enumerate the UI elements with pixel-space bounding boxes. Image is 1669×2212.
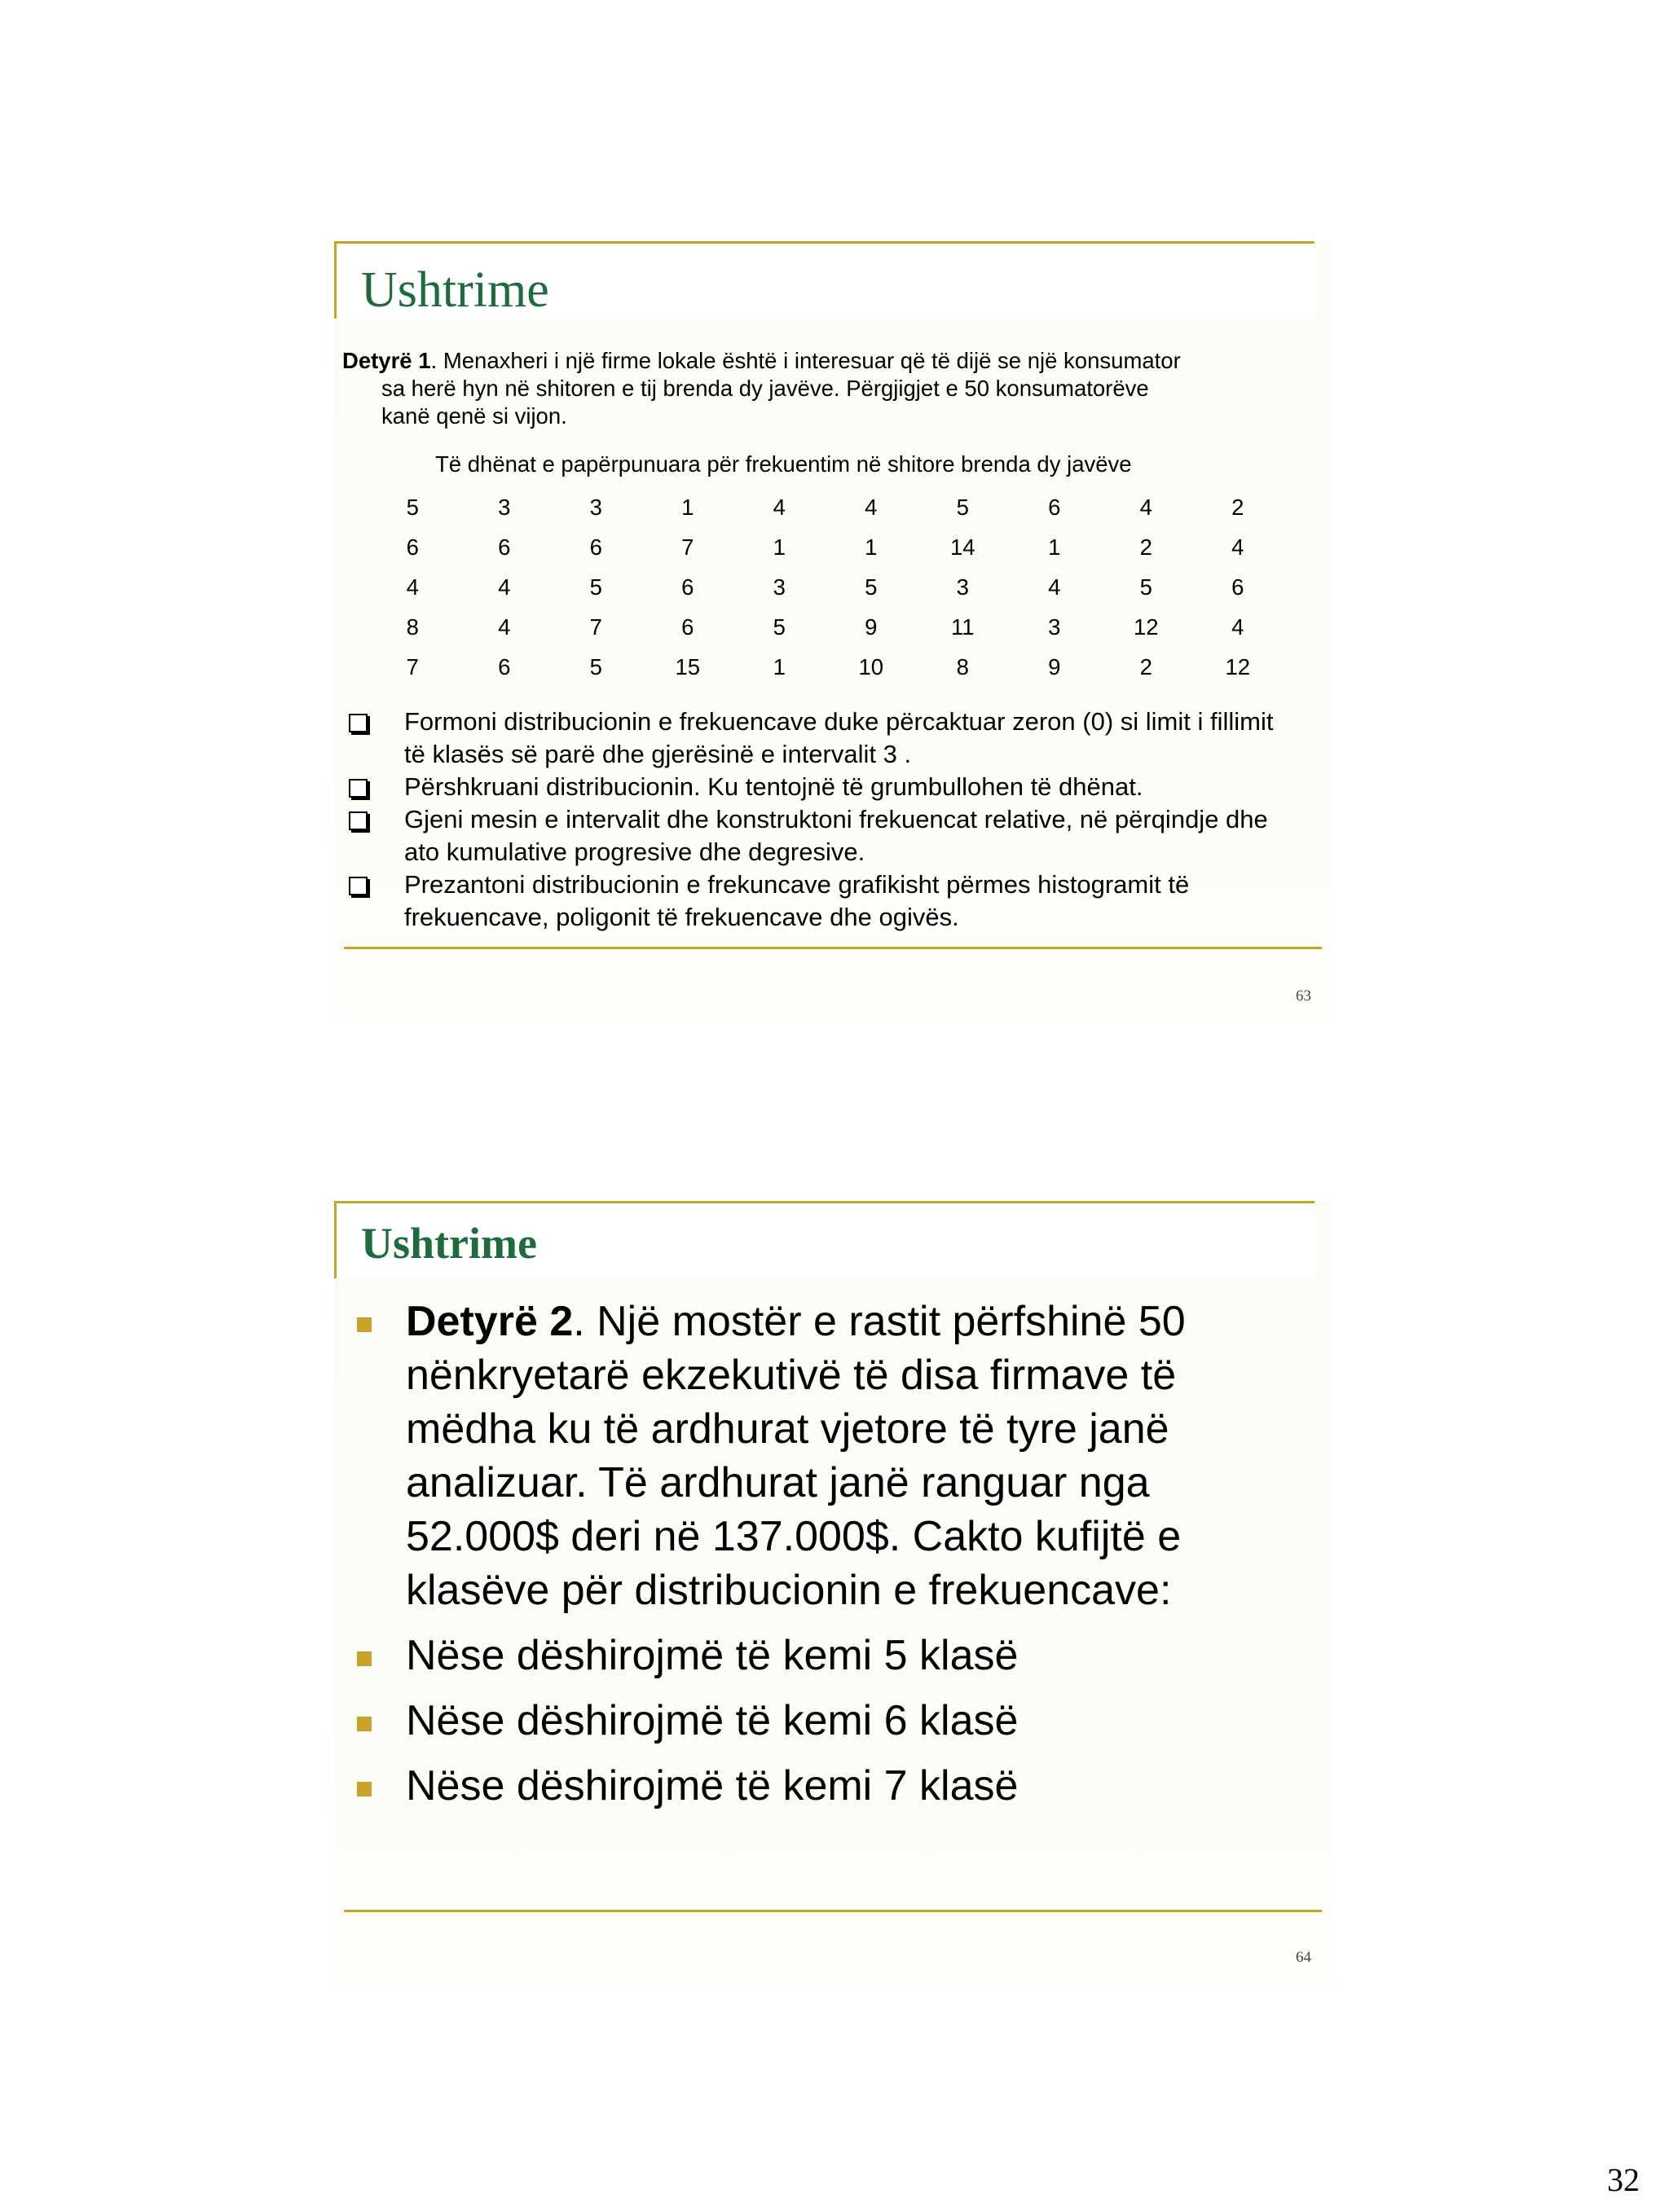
table-cell: 6 <box>681 574 694 600</box>
checkbox-bullet-icon <box>349 811 368 830</box>
table-cell: 6 <box>498 534 511 560</box>
slide-64 <box>334 1201 1332 1983</box>
square-bullet-icon <box>357 1782 372 1796</box>
table-cell: 7 <box>406 653 419 679</box>
slide-63 <box>334 241 1332 1023</box>
task-text-line: kanë qenë si vijon. <box>381 403 567 429</box>
bullet-list <box>357 1295 1319 1824</box>
table-cell: 4 <box>498 613 511 640</box>
table-cell: 5 <box>1139 574 1152 600</box>
table-cell: 3 <box>498 494 511 520</box>
table-cell: 3 <box>956 574 969 600</box>
list-item <box>349 869 1310 934</box>
task-label: Detyrë 2 <box>406 1298 574 1345</box>
table-cell: 4 <box>865 494 878 520</box>
exercise-checklist <box>349 706 1310 934</box>
table-cell: 6 <box>1231 574 1244 600</box>
slide-number: 64 <box>1296 1949 1311 1966</box>
table-cell: 11 <box>950 613 975 640</box>
table-row <box>367 647 1296 687</box>
slide-title: Ushtrime <box>361 262 549 318</box>
table-cell: 15 <box>675 653 701 679</box>
table-cell: 2 <box>1139 534 1152 560</box>
slide-title: Ushtrime <box>361 1219 537 1268</box>
checkbox-bullet-icon <box>349 877 368 895</box>
task-label: Detyrë 1 <box>342 348 431 373</box>
table-cell: 5 <box>589 653 602 679</box>
table-row <box>367 607 1296 647</box>
list-item-line: Përshkruani distribucionin. Ku tentojnë të grumbullohen të dhënat. <box>404 772 1143 801</box>
footer-divider <box>344 1910 1322 1912</box>
table-cell: 12 <box>1133 613 1159 640</box>
slide-number: 63 <box>1296 987 1311 1005</box>
task-text-line: nënkryetarë ekzekutivë të disa firmave të <box>406 1352 1177 1399</box>
task-text-line: 52.000$ deri në 137.000$. Cakto kufijtë e <box>406 1513 1182 1560</box>
table-cell: 4 <box>1231 613 1244 640</box>
table-cell: 1 <box>1048 534 1061 560</box>
list-item-line: ato kumulative progresive dhe degresive. <box>404 838 865 866</box>
list-item <box>349 803 1310 869</box>
title-frame <box>334 241 1315 319</box>
page-number: 32 <box>1607 2161 1640 2198</box>
table-cell: 10 <box>858 653 884 679</box>
table-cell: 1 <box>773 653 786 679</box>
list-item-text <box>404 869 1310 934</box>
task-text-line: sa herë hyn në shitoren e tij brenda dy javëve. Përgjigjet e 50 konsumatorëve <box>381 376 1149 401</box>
table-caption: Të dhënat e papërpunuara për frekuentim në shitore brenda dy javëve <box>435 451 1132 477</box>
list-item <box>357 1759 1319 1813</box>
table-cell: 8 <box>956 653 969 679</box>
table-cell: 6 <box>1048 494 1061 520</box>
bullet-text: Nëse dëshirojmë të kemi 7 klasë <box>406 1762 1019 1810</box>
table-cell: 1 <box>865 534 878 560</box>
bullet-text: Nëse dëshirojmë të kemi 6 klasë <box>406 1697 1019 1744</box>
table-cell: 5 <box>406 494 419 520</box>
table-cell: 2 <box>1231 494 1244 520</box>
task-text-line: mëdha ku të ardhurat vjetore të tyre janë <box>406 1405 1169 1453</box>
table-cell: 5 <box>865 574 878 600</box>
task-text-line: . Një mostër e rastit përfshinë 50 <box>573 1298 1186 1345</box>
table-cell: 4 <box>1139 494 1152 520</box>
table-cell: 9 <box>1048 653 1061 679</box>
task-text-line: klasëve për distribucionin e frekuencave: <box>406 1567 1172 1614</box>
table-cell: 2 <box>1139 653 1152 679</box>
checkbox-bullet-icon <box>349 714 368 732</box>
list-item-line: Gjeni mesin e intervalit dhe konstruktoni frekuencat relative, në përqindje dhe <box>404 805 1268 833</box>
list-item-text <box>404 771 1310 803</box>
table-cell: 7 <box>589 613 602 640</box>
table-cell: 6 <box>681 613 694 640</box>
square-bullet-icon <box>357 1651 372 1666</box>
square-bullet-icon <box>357 1717 372 1731</box>
task-text-line: analizuar. Të ardhurat janë ranguar nga <box>406 1459 1150 1506</box>
list-item <box>357 1694 1319 1748</box>
list-item-text <box>404 803 1310 869</box>
table-cell: 12 <box>1225 653 1251 679</box>
table-row <box>367 527 1296 567</box>
table-cell: 5 <box>956 494 969 520</box>
table-cell: 4 <box>1231 534 1244 560</box>
table-cell: 4 <box>773 494 786 520</box>
table-cell: 7 <box>681 534 694 560</box>
square-bullet-icon <box>357 1317 372 1332</box>
table-row <box>367 567 1296 607</box>
table-cell: 6 <box>589 534 602 560</box>
table-cell: 9 <box>865 613 878 640</box>
list-item <box>357 1295 1319 1617</box>
table-cell: 3 <box>1048 613 1061 640</box>
table-cell: 5 <box>589 574 602 600</box>
list-item-text <box>404 706 1310 771</box>
list-item-line: të klasës së parë dhe gjerësinë e intervalit 3 . <box>404 740 912 768</box>
title-frame <box>334 1201 1315 1278</box>
table-cell: 8 <box>406 613 419 640</box>
list-item-line: Formoni distribucionin e frekuencave duke përcaktuar zeron (0) si limit i fillimit <box>404 707 1274 736</box>
task-text-line: . Menaxheri i një firme lokale është i interesuar që të dijë se një konsumator <box>430 348 1181 373</box>
table-cell: 14 <box>949 534 975 560</box>
table-cell: 5 <box>773 613 786 640</box>
task-description <box>342 347 1296 430</box>
table-cell: 1 <box>681 494 694 520</box>
table-cell: 6 <box>406 534 419 560</box>
checkbox-bullet-icon <box>349 779 368 798</box>
table-cell: 4 <box>1048 574 1061 600</box>
list-item <box>349 706 1310 771</box>
table-cell: 3 <box>773 574 786 600</box>
footer-divider <box>344 947 1322 949</box>
table-cell: 4 <box>498 574 511 600</box>
table-cell: 6 <box>498 653 511 679</box>
list-item <box>349 771 1310 803</box>
table-row <box>367 487 1296 527</box>
table-cell: 1 <box>773 534 786 560</box>
table-cell: 3 <box>589 494 602 520</box>
list-item-line: Prezantoni distribucionin e frekuncave grafikisht përmes histogramit të <box>404 870 1190 899</box>
list-item-line: frekuencave, poligonit të frekuencave dhe ogivës. <box>404 903 959 931</box>
list-item <box>357 1629 1319 1682</box>
bullet-text: Nëse dëshirojmë të kemi 5 klasë <box>406 1632 1019 1679</box>
raw-data-table <box>367 487 1296 687</box>
table-cell: 4 <box>406 574 419 600</box>
